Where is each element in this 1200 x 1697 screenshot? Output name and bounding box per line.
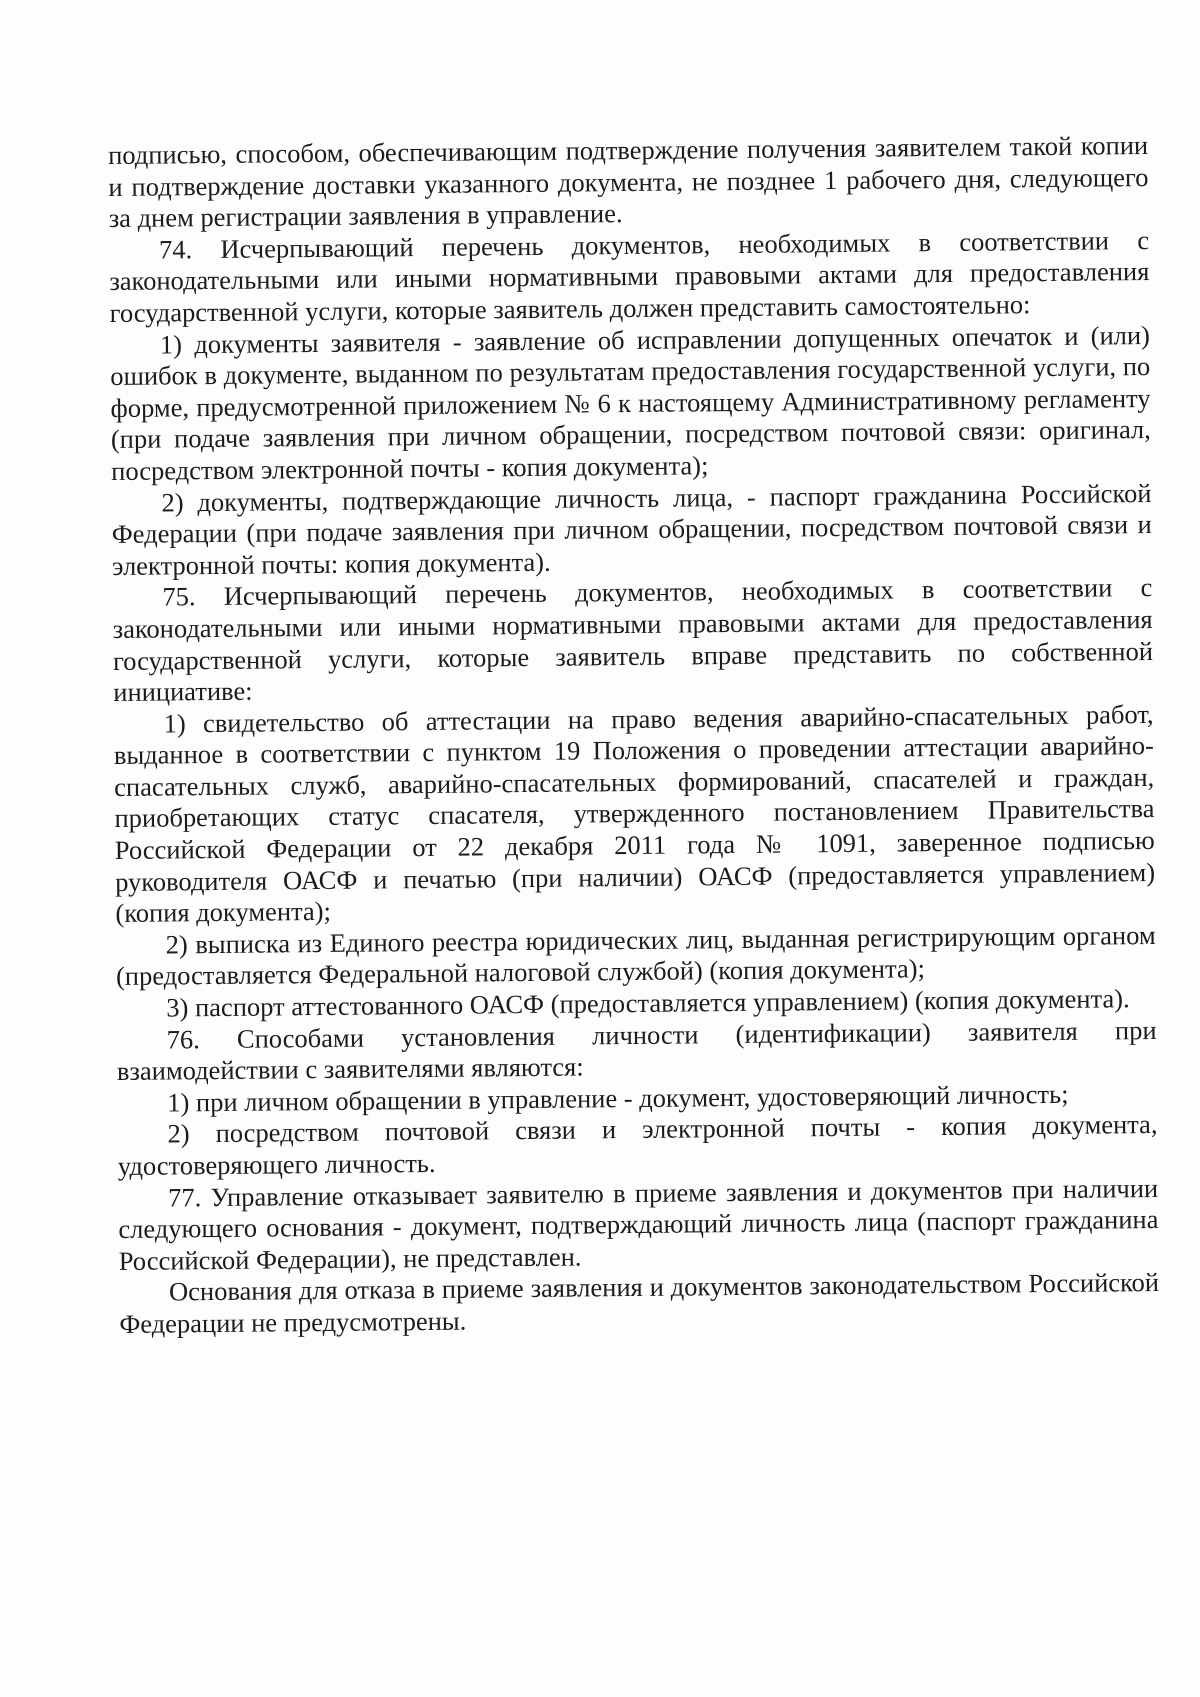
paragraph-75-item-1: 1) свидетельство об аттестации на право ведения аварийно-спасательных работ, выданное в соответствии с пунктом 19 Положения о проведении аттестации аварийно-спасательных служб, аварийно-спасательных формирований, спасателей и граждан, приобретающих статус спасателя, утвержденного постановлением Правительства Российской Федерации от 22 декабря 2011 года № 1091, заверенное подписью руководителя ОАСФ и печатью (при наличии) ОАСФ (предоставляется управлением) (копия документа); (113, 698, 1156, 929)
document-body (108, 130, 1159, 1340)
paragraph-75-item-2: 2) выписка из Единого реестра юридических лиц, выданная регистрирующим органом (предоставляется Федеральной налоговой службой) (копия документа); (115, 919, 1156, 992)
paragraph-75-item-3: 3) паспорт аттестованного ОАСФ (предоставляется управлением) (копия документа). (166, 983, 1130, 1023)
paragraph-continuation: подписью, способом, обеспечивающим подтверждение получения заявителем такой копии и подтверждение доставки указанного документа, не позднее 1 рабочего дня, следующего за днем регистрации заявления в управление. (108, 130, 1149, 234)
paragraph-77: 77. Управление отказывает заявителю в приеме заявления и документов при наличии следующего основания - документ, подтверждающий личность лица (паспорт гражданина Российской Федерации), не представлен. (118, 1172, 1159, 1276)
paragraph-74-item-1: 1) документы заявителя - заявление об исправлении допущенных опечаток и (или) ошибок в документе, выданном по результатам предоставления государственной услуги, по форме, предусмотренной приложением № 6 к настоящему Административному регламенту (при подаче заявления при личном обращении, посредством почтовой связи: оригинал, посредством электронной почты - копия документа); (110, 319, 1151, 486)
paragraph-refusal-grounds: Основания для отказа в приеме заявления и документов законодательством Российской Федерации не предусмотрены. (119, 1267, 1160, 1339)
paragraph-76: 76. Способами установления личности (идентификации) заявителя при взаимодействии с заявителями являются: (116, 1014, 1157, 1087)
paragraph-75: 75. Исчерпывающий перечень документов, необходимых в соответствии с законодательными или иными нормативными правовыми актами для предоставления государственной услуги, которые заявитель вправе представить по собственной инициативе: (112, 572, 1154, 708)
paragraph-76-item-2: 2) посредством почтовой связи и электронной почты - копия документа, удостоверяющего личность. (117, 1109, 1158, 1181)
paragraph-76-item-1: 1) при личном обращении в управление - документ, удостоверяющий личность; (167, 1078, 1069, 1118)
paragraph-74-item-2: 2) документы, подтверждающие личность лица, - паспорт гражданина Российской Федерации (при подаче заявления при личном обращении, посредством почтовой связи и электронной почты: копия документа). (111, 477, 1152, 581)
paragraph-74: 74. Исчерпывающий перечень документов, необходимых в соответствии с законодательными или иными нормативными правовыми актами для предоставления государственной услуги, которые заявитель должен представить самостоятельно: (109, 224, 1150, 328)
